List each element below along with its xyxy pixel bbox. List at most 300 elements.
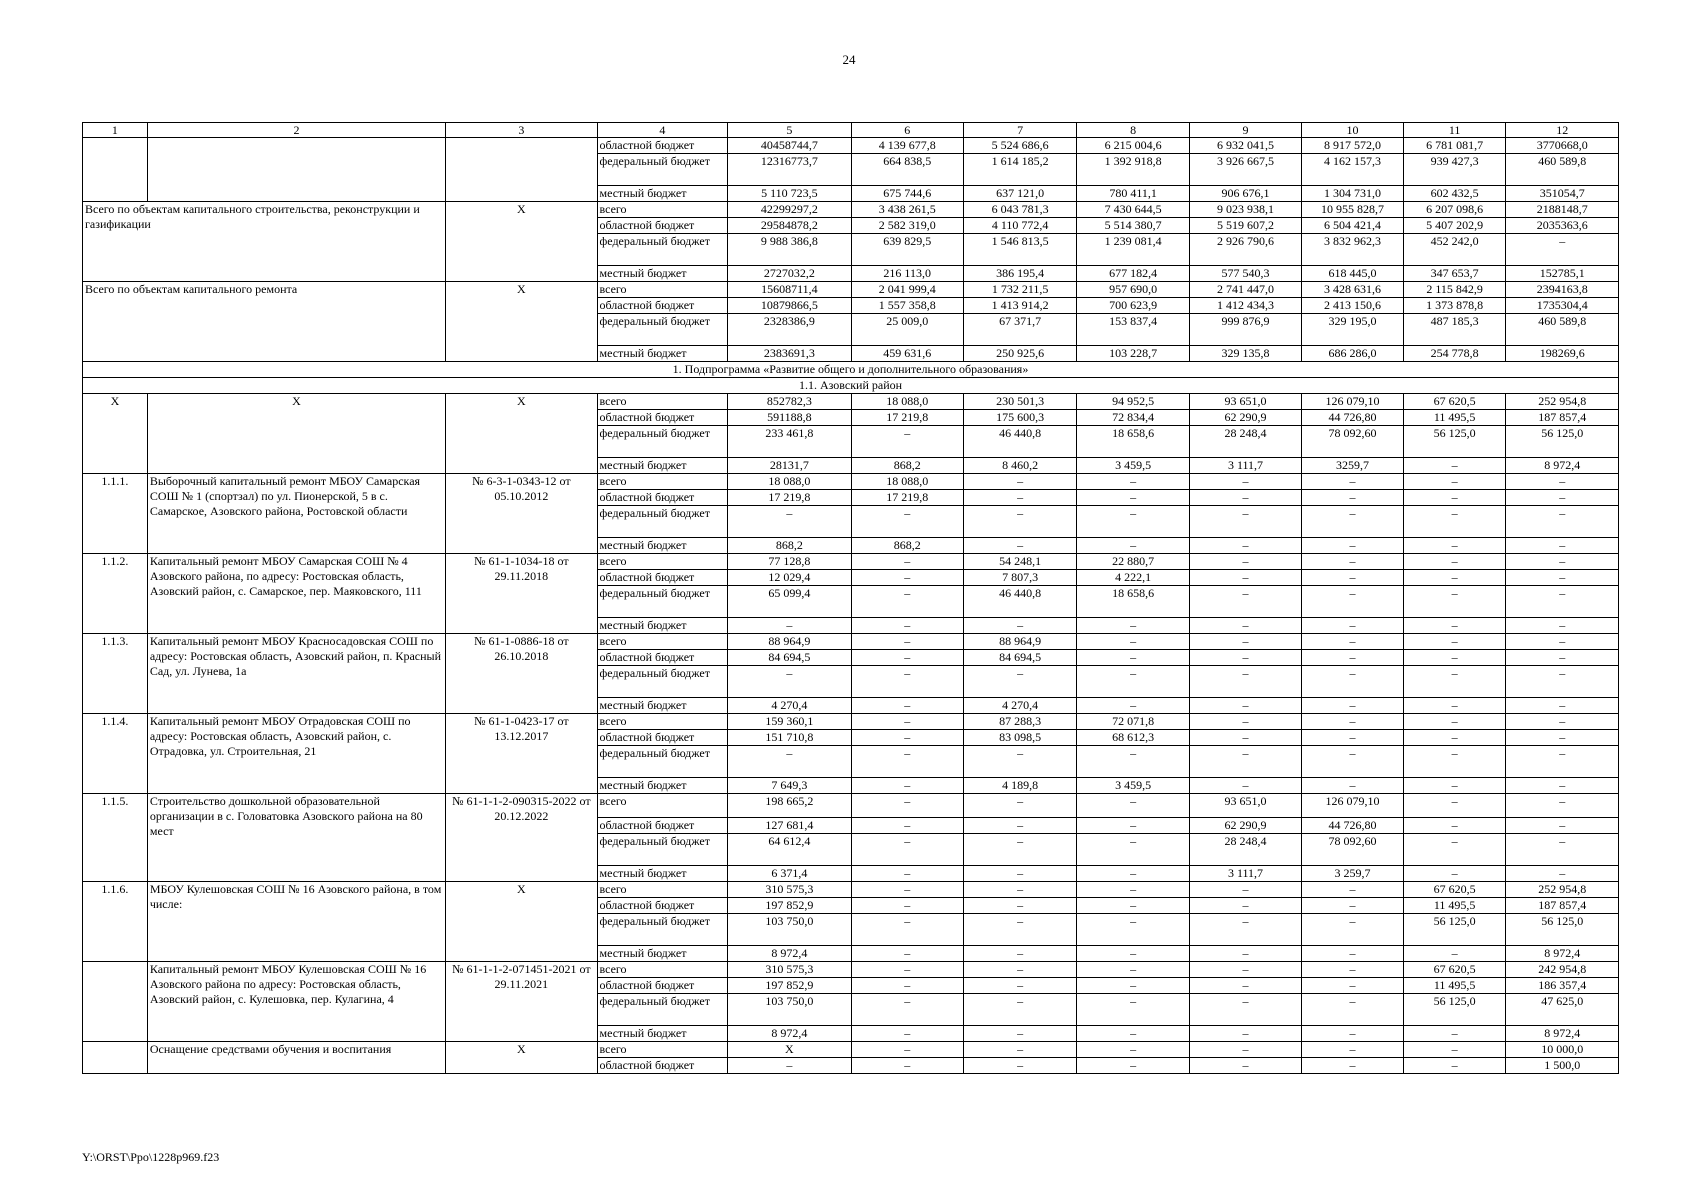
funding-source: всего — [597, 714, 728, 730]
column-number: 8 — [1077, 123, 1189, 138]
funding-source: местный бюджет — [597, 266, 728, 282]
amount-cell: 11 495,5 — [1403, 410, 1506, 426]
amount-cell: 1 239 081,4 — [1077, 234, 1189, 266]
amount-cell: 72 834,4 — [1077, 410, 1189, 426]
amount-cell: 8 460,2 — [963, 458, 1076, 474]
amount-cell: – — [963, 866, 1076, 882]
amount-cell: 78 092,60 — [1302, 426, 1404, 458]
amount-cell: – — [851, 834, 963, 866]
funding-source: федеральный бюджет — [597, 746, 728, 778]
amount-cell: – — [1189, 1058, 1301, 1074]
funding-source: всего — [597, 1042, 728, 1058]
amount-cell: – — [851, 586, 963, 618]
funding-source: местный бюджет — [597, 866, 728, 882]
amount-cell: 6 371,4 — [728, 866, 851, 882]
amount-cell: 9 023 938,1 — [1189, 202, 1301, 218]
amount-cell: – — [851, 650, 963, 666]
amount-cell: – — [1189, 698, 1301, 714]
amount-cell: 18 658,6 — [1077, 426, 1189, 458]
amount-cell: 4 189,8 — [963, 778, 1076, 794]
amount-cell: – — [1302, 1042, 1404, 1058]
amount-cell: – — [851, 898, 963, 914]
amount-cell: – — [1077, 746, 1189, 778]
amount-cell: 3 111,7 — [1189, 458, 1301, 474]
amount-cell: – — [963, 666, 1076, 698]
amount-cell: 2727032,2 — [728, 266, 851, 282]
amount-cell: 84 694,5 — [728, 650, 851, 666]
amount-cell: – — [1077, 914, 1189, 946]
amount-cell: 2188148,7 — [1506, 202, 1619, 218]
document-ref — [446, 138, 597, 202]
section-heading-row — [83, 362, 1619, 378]
amount-cell: 230 501,3 — [963, 394, 1076, 410]
amount-cell: – — [851, 866, 963, 882]
table-row — [83, 554, 1619, 570]
funding-source: всего — [597, 634, 728, 650]
amount-cell: 3 459,5 — [1077, 458, 1189, 474]
amount-cell: – — [963, 506, 1076, 538]
amount-cell: – — [1077, 474, 1189, 490]
amount-cell: – — [1302, 554, 1404, 570]
object-name: Выборочный капитальный ремонт МБОУ Самарская СОШ № 1 (спортзал) по ул. Пионерской, 5 в с. Самарское, Азовского района, Ростовской области — [147, 474, 445, 554]
amount-cell: – — [963, 834, 1076, 866]
amount-cell: 5 524 686,6 — [963, 138, 1076, 154]
amount-cell: – — [963, 914, 1076, 946]
funding-source: федеральный бюджет — [597, 314, 728, 346]
document-ref: X — [446, 882, 597, 962]
amount-cell: 3770668,0 — [1506, 138, 1619, 154]
amount-cell: 868,2 — [728, 538, 851, 554]
amount-cell: – — [1302, 994, 1404, 1026]
funding-source: областной бюджет — [597, 818, 728, 834]
funding-source: всего — [597, 474, 728, 490]
amount-cell: – — [851, 1058, 963, 1074]
amount-cell: 1 412 434,3 — [1189, 298, 1301, 314]
table-row — [83, 474, 1619, 490]
amount-cell: – — [1077, 650, 1189, 666]
table-row — [83, 882, 1619, 898]
amount-cell: – — [963, 946, 1076, 962]
amount-cell: 3 459,5 — [1077, 778, 1189, 794]
amount-cell: 618 445,0 — [1302, 266, 1404, 282]
funding-source: местный бюджет — [597, 778, 728, 794]
budget-table — [82, 122, 1619, 1074]
amount-cell: 28131,7 — [728, 458, 851, 474]
amount-cell: – — [1077, 538, 1189, 554]
amount-cell: – — [851, 818, 963, 834]
amount-cell: 957 690,0 — [1077, 282, 1189, 298]
amount-cell: 677 182,4 — [1077, 266, 1189, 282]
amount-cell: 452 242,0 — [1403, 234, 1506, 266]
amount-cell: – — [1403, 506, 1506, 538]
funding-source: всего — [597, 882, 728, 898]
amount-cell: 17 219,8 — [851, 410, 963, 426]
amount-cell: – — [1077, 794, 1189, 818]
object-name: Строительство дошкольной образовательной организации в с. Головатовка Азовского района на 80 мест — [147, 794, 445, 882]
amount-cell: 252 954,8 — [1506, 394, 1619, 410]
amount-cell: – — [1302, 634, 1404, 650]
amount-cell: – — [851, 698, 963, 714]
amount-cell: – — [1189, 898, 1301, 914]
amount-cell: – — [1189, 634, 1301, 650]
amount-cell: 1 546 813,5 — [963, 234, 1076, 266]
amount-cell: – — [963, 618, 1076, 634]
column-number: 6 — [851, 123, 963, 138]
amount-cell: 329 195,0 — [1302, 314, 1404, 346]
amount-cell: 77 128,8 — [728, 554, 851, 570]
item-number: 1.1.1. — [83, 474, 148, 554]
funding-source: местный бюджет — [597, 698, 728, 714]
amount-cell: – — [851, 426, 963, 458]
amount-cell: X — [728, 1042, 851, 1058]
amount-cell: 868,2 — [851, 538, 963, 554]
amount-cell: – — [1403, 634, 1506, 650]
funding-source: федеральный бюджет — [597, 586, 728, 618]
amount-cell: – — [1403, 866, 1506, 882]
amount-cell: – — [1506, 234, 1619, 266]
funding-source: местный бюджет — [597, 946, 728, 962]
amount-cell: 56 125,0 — [1506, 914, 1619, 946]
amount-cell: – — [1506, 834, 1619, 866]
amount-cell: – — [1302, 730, 1404, 746]
amount-cell: – — [1189, 778, 1301, 794]
amount-cell: 2 741 447,0 — [1189, 282, 1301, 298]
amount-cell: – — [963, 898, 1076, 914]
amount-cell: 2035363,6 — [1506, 218, 1619, 234]
amount-cell: – — [1506, 778, 1619, 794]
amount-cell: – — [1189, 914, 1301, 946]
amount-cell: – — [1189, 474, 1301, 490]
amount-cell: – — [1506, 506, 1619, 538]
amount-cell: 17 219,8 — [851, 490, 963, 506]
amount-cell: 351054,7 — [1506, 186, 1619, 202]
amount-cell: – — [851, 618, 963, 634]
amount-cell: 2328386,9 — [728, 314, 851, 346]
funding-source: областной бюджет — [597, 1058, 728, 1074]
amount-cell: – — [851, 634, 963, 650]
amount-cell: – — [1403, 1026, 1506, 1042]
amount-cell: – — [1189, 506, 1301, 538]
amount-cell: 386 195,4 — [963, 266, 1076, 282]
amount-cell: – — [1077, 618, 1189, 634]
amount-cell: 2 582 319,0 — [851, 218, 963, 234]
amount-cell: 56 125,0 — [1403, 426, 1506, 458]
amount-cell: 78 092,60 — [1302, 834, 1404, 866]
amount-cell: – — [1302, 978, 1404, 994]
amount-cell: 2 115 842,9 — [1403, 282, 1506, 298]
amount-cell: 252 954,8 — [1506, 882, 1619, 898]
amount-cell: – — [1403, 554, 1506, 570]
amount-cell: – — [963, 962, 1076, 978]
amount-cell: 72 071,8 — [1077, 714, 1189, 730]
column-number: 10 — [1302, 123, 1404, 138]
object-name: Капитальный ремонт МБОУ Самарская СОШ № 4 Азовского района, по адресу: Ростовская область, Азовский район, с. Самарское, пер. Маяковского, 111 — [147, 554, 445, 634]
object-name: Капитальный ремонт МБОУ Отрадовская СОШ по адресу: Ростовская область, Азовский район, с. Отрадовка, ул. Строительная, 21 — [147, 714, 445, 794]
amount-cell: – — [851, 882, 963, 898]
amount-cell: – — [963, 474, 1076, 490]
amount-cell: – — [1189, 650, 1301, 666]
amount-cell: 7 430 644,5 — [1077, 202, 1189, 218]
amount-cell: 10 000,0 — [1506, 1042, 1619, 1058]
amount-cell: – — [728, 506, 851, 538]
amount-cell: – — [1189, 962, 1301, 978]
amount-cell: 68 612,3 — [1077, 730, 1189, 746]
amount-cell: 103 750,0 — [728, 994, 851, 1026]
document-ref: X — [446, 282, 597, 362]
funding-source: областной бюджет — [597, 218, 728, 234]
amount-cell: – — [1403, 778, 1506, 794]
amount-cell: – — [963, 490, 1076, 506]
column-number: 2 — [147, 123, 445, 138]
amount-cell: – — [1077, 994, 1189, 1026]
amount-cell: 5 110 723,5 — [728, 186, 851, 202]
amount-cell: – — [1302, 946, 1404, 962]
amount-cell: 906 676,1 — [1189, 186, 1301, 202]
section-heading: 1. Подпрограмма «Развитие общего и дополнительного образования» — [83, 362, 1619, 378]
amount-cell: 198269,6 — [1506, 346, 1619, 362]
amount-cell: – — [1189, 1026, 1301, 1042]
amount-cell: – — [1506, 586, 1619, 618]
amount-cell: – — [1506, 570, 1619, 586]
item-number — [83, 962, 148, 1042]
amount-cell: – — [1506, 714, 1619, 730]
funding-source: федеральный бюджет — [597, 834, 728, 866]
amount-cell: – — [851, 994, 963, 1026]
amount-cell: – — [1302, 746, 1404, 778]
amount-cell: – — [963, 994, 1076, 1026]
amount-cell: – — [963, 882, 1076, 898]
object-name: X — [147, 394, 445, 474]
amount-cell: 18 088,0 — [851, 394, 963, 410]
amount-cell: 3259,7 — [1302, 458, 1404, 474]
funding-source: федеральный бюджет — [597, 914, 728, 946]
amount-cell: 4 270,4 — [963, 698, 1076, 714]
amount-cell: 5 407 202,9 — [1403, 218, 1506, 234]
amount-cell: 22 880,7 — [1077, 554, 1189, 570]
amount-cell: 44 726,80 — [1302, 410, 1404, 426]
amount-cell: – — [728, 618, 851, 634]
object-name: Оснащение средствами обучения и воспитания — [147, 1042, 445, 1074]
item-number: X — [83, 394, 148, 474]
item-number — [83, 138, 148, 202]
amount-cell: – — [1189, 946, 1301, 962]
amount-cell: 3 926 667,5 — [1189, 154, 1301, 186]
amount-cell: 186 357,4 — [1506, 978, 1619, 994]
amount-cell: 6 207 098,6 — [1403, 202, 1506, 218]
funding-source: федеральный бюджет — [597, 994, 728, 1026]
amount-cell: 84 694,5 — [963, 650, 1076, 666]
amount-cell: 17 219,8 — [728, 490, 851, 506]
amount-cell: 103 750,0 — [728, 914, 851, 946]
amount-cell: – — [1302, 962, 1404, 978]
file-path-footer: Y:\ORST\Ppo\1228p969.f23 — [82, 1150, 220, 1164]
item-number: 1.1.4. — [83, 714, 148, 794]
item-number: 1.1.6. — [83, 882, 148, 962]
amount-cell: – — [1403, 834, 1506, 866]
amount-cell: 675 744,6 — [851, 186, 963, 202]
amount-cell: 1 557 358,8 — [851, 298, 963, 314]
amount-cell: – — [1189, 490, 1301, 506]
amount-cell: 1 392 918,8 — [1077, 154, 1189, 186]
amount-cell: 56 125,0 — [1506, 426, 1619, 458]
funding-source: всего — [597, 202, 728, 218]
amount-cell: 216 113,0 — [851, 266, 963, 282]
funding-source: областной бюджет — [597, 898, 728, 914]
amount-cell: 242 954,8 — [1506, 962, 1619, 978]
funding-source: местный бюджет — [597, 618, 728, 634]
amount-cell: 187 857,4 — [1506, 410, 1619, 426]
table-row — [83, 714, 1619, 730]
amount-cell: – — [1189, 746, 1301, 778]
amount-cell: – — [963, 538, 1076, 554]
amount-cell: – — [1302, 506, 1404, 538]
amount-cell: – — [1302, 698, 1404, 714]
amount-cell: 67 620,5 — [1403, 962, 1506, 978]
amount-cell: 700 623,9 — [1077, 298, 1189, 314]
amount-cell: 780 411,1 — [1077, 186, 1189, 202]
group-name: Всего по объектам капитального строительства, реконструкции и газификации — [83, 202, 446, 282]
amount-cell: – — [851, 946, 963, 962]
amount-cell: – — [1302, 714, 1404, 730]
amount-cell: – — [1189, 730, 1301, 746]
table-row — [83, 1042, 1619, 1058]
amount-cell: – — [1077, 490, 1189, 506]
amount-cell: 56 125,0 — [1403, 914, 1506, 946]
amount-cell: 44 726,80 — [1302, 818, 1404, 834]
amount-cell: 29584878,2 — [728, 218, 851, 234]
amount-cell: – — [1403, 818, 1506, 834]
amount-cell: 62 290,9 — [1189, 818, 1301, 834]
amount-cell: 83 098,5 — [963, 730, 1076, 746]
table-row — [83, 794, 1619, 818]
amount-cell: – — [1077, 698, 1189, 714]
amount-cell: 868,2 — [851, 458, 963, 474]
amount-cell: 88 964,9 — [728, 634, 851, 650]
amount-cell: – — [851, 962, 963, 978]
amount-cell: 329 135,8 — [1189, 346, 1301, 362]
amount-cell: – — [851, 570, 963, 586]
amount-cell: – — [851, 914, 963, 946]
document-ref: № 61-1-1-2-071451-2021 от 29.11.2021 — [446, 962, 597, 1042]
amount-cell: 347 653,7 — [1403, 266, 1506, 282]
column-number: 9 — [1189, 123, 1301, 138]
amount-cell: – — [1189, 978, 1301, 994]
amount-cell: – — [963, 818, 1076, 834]
funding-source: местный бюджет — [597, 346, 728, 362]
amount-cell: 1 614 185,2 — [963, 154, 1076, 186]
amount-cell: 1 500,0 — [1506, 1058, 1619, 1074]
amount-cell: – — [1077, 866, 1189, 882]
amount-cell: 4 222,1 — [1077, 570, 1189, 586]
table-row — [83, 394, 1619, 410]
funding-source: местный бюджет — [597, 458, 728, 474]
amount-cell: 310 575,3 — [728, 882, 851, 898]
table-row — [83, 962, 1619, 978]
amount-cell: 7 807,3 — [963, 570, 1076, 586]
amount-cell: 6 504 421,4 — [1302, 218, 1404, 234]
amount-cell: – — [1077, 946, 1189, 962]
amount-cell: 4 270,4 — [728, 698, 851, 714]
amount-cell: 591188,8 — [728, 410, 851, 426]
document-ref: X — [446, 202, 597, 282]
amount-cell: – — [1403, 570, 1506, 586]
amount-cell: 62 290,9 — [1189, 410, 1301, 426]
amount-cell: – — [1506, 634, 1619, 650]
amount-cell: 8 917 572,0 — [1302, 138, 1404, 154]
amount-cell: 2 926 790,6 — [1189, 234, 1301, 266]
amount-cell: – — [1189, 994, 1301, 1026]
amount-cell: 5 514 380,7 — [1077, 218, 1189, 234]
amount-cell: 10 955 828,7 — [1302, 202, 1404, 218]
amount-cell: – — [1506, 490, 1619, 506]
amount-cell: 46 440,8 — [963, 426, 1076, 458]
amount-cell: – — [1506, 474, 1619, 490]
amount-cell: – — [1302, 650, 1404, 666]
amount-cell: 8 972,4 — [728, 946, 851, 962]
amount-cell: 15608711,4 — [728, 282, 851, 298]
amount-cell: 602 432,5 — [1403, 186, 1506, 202]
amount-cell: 126 079,10 — [1302, 794, 1404, 818]
funding-source: областной бюджет — [597, 490, 728, 506]
amount-cell: – — [1189, 666, 1301, 698]
amount-cell: 6 781 081,7 — [1403, 138, 1506, 154]
document-ref: № 61-1-1-2-090315-2022 от 20.12.2022 — [446, 794, 597, 882]
amount-cell: – — [1403, 1058, 1506, 1074]
funding-source: федеральный бюджет — [597, 234, 728, 266]
column-number: 12 — [1506, 123, 1619, 138]
column-number: 7 — [963, 123, 1076, 138]
column-number-row — [83, 123, 1619, 138]
funding-source: федеральный бюджет — [597, 426, 728, 458]
amount-cell: 67 620,5 — [1403, 882, 1506, 898]
amount-cell: 2394163,8 — [1506, 282, 1619, 298]
amount-cell: 93 651,0 — [1189, 394, 1301, 410]
amount-cell: 8 972,4 — [728, 1026, 851, 1042]
column-number: 3 — [446, 123, 597, 138]
amount-cell: – — [851, 794, 963, 818]
amount-cell: – — [1302, 586, 1404, 618]
funding-source: местный бюджет — [597, 538, 728, 554]
amount-cell: – — [1403, 538, 1506, 554]
amount-cell: 126 079,10 — [1302, 394, 1404, 410]
amount-cell: 42299297,2 — [728, 202, 851, 218]
amount-cell: – — [1302, 882, 1404, 898]
amount-cell: – — [1506, 618, 1619, 634]
table-row — [83, 138, 1619, 154]
funding-source: федеральный бюджет — [597, 666, 728, 698]
amount-cell: – — [1189, 882, 1301, 898]
amount-cell: 852782,3 — [728, 394, 851, 410]
amount-cell: 40458744,7 — [728, 138, 851, 154]
amount-cell: – — [851, 554, 963, 570]
amount-cell: 460 589,8 — [1506, 314, 1619, 346]
amount-cell: – — [1302, 666, 1404, 698]
amount-cell: 18 088,0 — [728, 474, 851, 490]
amount-cell: 8 972,4 — [1506, 946, 1619, 962]
amount-cell: 12316773,7 — [728, 154, 851, 186]
amount-cell: 88 964,9 — [963, 634, 1076, 650]
amount-cell: 28 248,4 — [1189, 426, 1301, 458]
amount-cell: 93 651,0 — [1189, 794, 1301, 818]
amount-cell: – — [851, 1026, 963, 1042]
funding-source: местный бюджет — [597, 1026, 728, 1042]
funding-source: областной бюджет — [597, 650, 728, 666]
amount-cell: – — [1302, 538, 1404, 554]
amount-cell: – — [1189, 538, 1301, 554]
section-heading: 1.1. Азовский район — [83, 378, 1619, 394]
document-ref: X — [446, 1042, 597, 1074]
amount-cell: – — [1077, 978, 1189, 994]
